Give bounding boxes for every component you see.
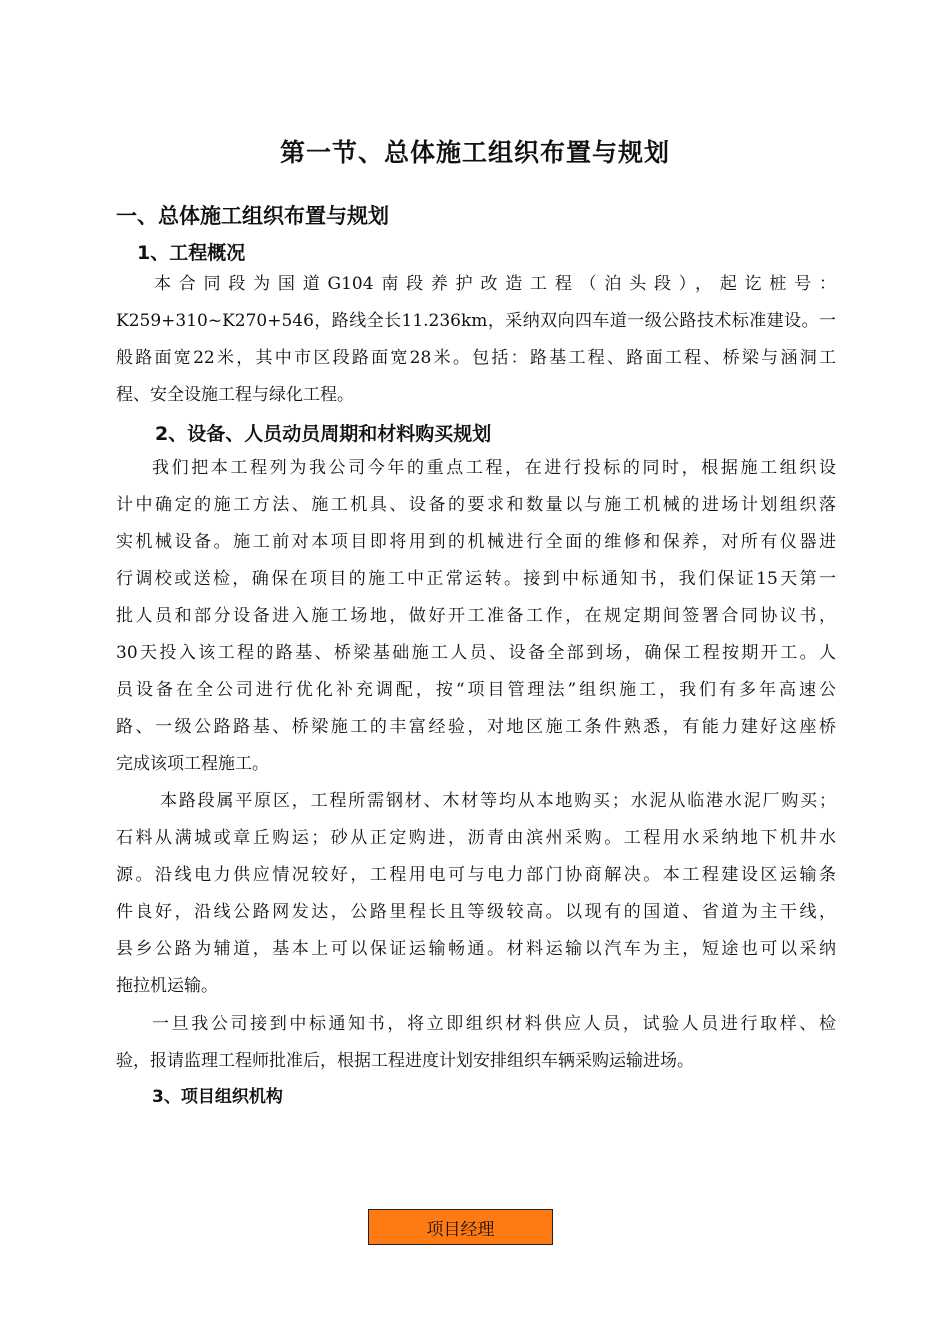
org-chart-root-box: [368, 1209, 553, 1245]
text-line: 拖拉机运输。: [116, 976, 218, 996]
text-line: 源。沿线电力供应情况较好，工程用电可与电力部门协商解决。本工程建设区运输条: [116, 865, 836, 885]
text-line: 30天投入该工程的路基、桥梁基础施工人员、设备全部到场，确保工程按期开工。人: [116, 643, 836, 663]
paragraph-overview: [116, 266, 836, 414]
text-line: 路、一级公路路基、桥梁施工的丰富经验，对地区施工条件熟悉，有能力建好这座桥: [116, 717, 836, 737]
text-line: 行调校或送检，确保在项目的施工中正常运转。接到中标通知书，我们保证15天第一: [116, 569, 836, 589]
org-chart-root-label: 项目经理: [426, 1219, 495, 1240]
text-line: 实机械设备。施工前对本项目即将用到的机械进行全面的维修和保养，对所有仪器进: [116, 532, 836, 552]
paragraph-mobilization: [116, 450, 836, 783]
text-line: 县乡公路为辅道，基本上可以保证运输畅通。材料运输以汽车为主，短途也可以采纳: [116, 939, 836, 959]
text-line: K259+310~K270+546，路线全长11.236km，采纳双向四车道一级公路技术标准建设。一: [116, 311, 836, 331]
text-line: 石料从满城或章丘购运；砂从正定购进，沥青由滨州采购。工程用水采纳地下机井水: [116, 828, 836, 848]
text-line: 件良好，沿线公路网发达，公路里程长且等级较高。以现有的国道、省道为主干线，: [116, 902, 836, 922]
text-line: 完成该项工程施工。: [116, 754, 269, 774]
text-line: 批人员和部分设备进入施工场地，做好开工准备工作，在规定期间签署合同协议书，: [116, 606, 836, 626]
subsection-heading-mobilization: 2、设备、人员动员周期和材料购买规划: [155, 423, 492, 445]
page-title: 第一节、总体施工组织布置与规划: [279, 138, 670, 167]
paragraph-materials: [116, 783, 836, 1005]
text-line: 一旦我公司接到中标通知书，将立即组织材料供应人员，试验人员进行取样、检: [152, 1014, 836, 1034]
text-line: 程、安全设施工程与绿化工程。: [116, 385, 354, 405]
paragraph-procurement: [116, 1006, 836, 1080]
text-line: 般路面宽22米，其中市区段路面宽28米。包括：路基工程、路面工程、桥梁与涵洞工: [116, 348, 836, 368]
text-line: 验，报请监理工程师批准后，根据工程进度计划安排组织车辆采购运输进场。: [116, 1051, 694, 1071]
subsection-heading-organization: 3、项目组织机构: [152, 1087, 283, 1107]
text-line: 我们把本工程列为我公司今年的重点工程，在进行投标的同时，根据施工组织设: [152, 458, 836, 478]
section-heading: 一、总体施工组织布置与规划: [116, 204, 389, 228]
subsection-heading-overview: 1、工程概况: [137, 242, 246, 264]
text-line: 本路段属平原区，工程所需钢材、木材等均从本地购买；水泥从临港水泥厂购买；: [160, 791, 836, 811]
text-line: 本合同段为国道G104南段养护改造工程（泊头段），起讫桩号：: [154, 274, 836, 294]
text-line: 员设备在全公司进行优化补充调配，按“项目管理法”组织施工，我们有多年高速公: [116, 680, 836, 700]
text-line: 计中确定的施工方法、施工机具、设备的要求和数量以与施工机械的进场计划组织落: [116, 495, 836, 515]
